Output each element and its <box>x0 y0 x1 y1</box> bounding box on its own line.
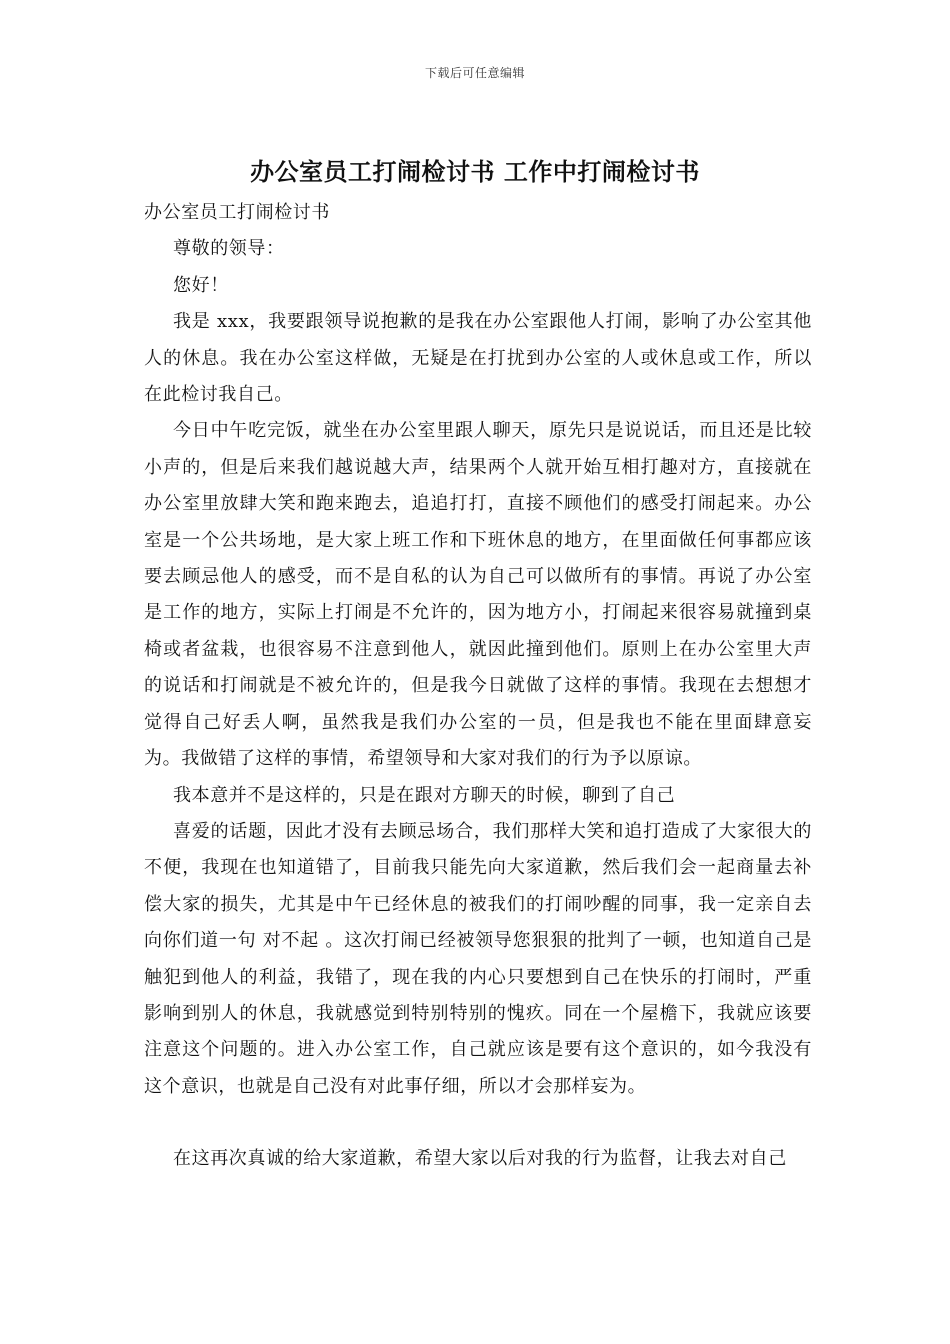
document-title: 办公室员工打闹检讨书 工作中打闹检讨书 <box>250 158 700 186</box>
body-paragraph-3: 我本意并不是这样的，只是在跟对方聊天的时候，聊到了自己 <box>173 784 676 806</box>
header-note: 下载后可任意编辑 <box>424 66 525 80</box>
subtitle-paragraph: 办公室员工打闹检讨书 <box>144 202 330 223</box>
body-paragraph-4: 喜爱的话题，因此才没有去顾忌场合，我们那样大笑和追打造成了大家很大的不便，我现在也知道错了，目前我只能先向大家道歉，然后我们会一起商量去补偿大家的损失，尤其是中午已经休息的被我们的打闹吵醒的同事，我一定亲自去向你们道一句 对不起 。这次打闹已经被领导您狠狠的批判了一顿，也知道自己是触犯到他人的利益，我错了，现在我的内心只要想到自己在快乐的打闹时，严重影响到别人的休息，我就感觉到特别特别的愧疚。同在一个屋檐下，我就应该要注意这个问题的。进入办公室工作，自己就应该是要有这个意识的，如今我没有这个意识，也就是自己没有对此事仔细，所以才会那样妄为。 <box>144 820 812 1097</box>
salutation-paragraph: 尊敬的领导： <box>173 238 285 260</box>
body-paragraph-1: 我是 xxx，我要跟领导说抱歉的是我在办公室跟他人打闹，影响了办公室其他人的休息。我在办公室这样做，无疑是在打扰到办公室的人或休息或工作，所以在此检讨我自己。 <box>144 311 812 406</box>
greeting-paragraph: 您好！ <box>173 274 229 296</box>
body-paragraph-5: 在这再次真诚的给大家道歉，希望大家以后对我的行为监督，让我去对自己 <box>173 1148 787 1170</box>
body-paragraph-2: 今日中午吃完饭，就坐在办公室里跟人聊天，原先只是说说话，而且还是比较小声的，但是后来我们越说越大声，结果两个人就开始互相打趣对方，直接就在办公室里放肆大笑和跑来跑去，追追打打，直接不顾他们的感受打闹起来。办公室是一个公共场地，是大家上班工作和下班休息的地方，在里面做任何事都应该要去顾忌他人的感受，而不是自私的认为自己可以做所有的事情。再说了办公室是工作的地方，实际上打闹是不允许的，因为地方小，打闹起来很容易就撞到桌椅或者盆栽，也很容易不注意到他人，就因此撞到他们。原则上在办公室里大声的说话和打闹就是不被允许的，但是我今日就做了这样的事情。我现在去想想才觉得自己好丢人啊，虽然我是我们办公室的一员，但是我也不能在里面肆意妄为。我做错了这样的事情，希望领导和大家对我们的行为予以原谅。 <box>144 420 812 770</box>
document-body <box>144 195 812 1178</box>
